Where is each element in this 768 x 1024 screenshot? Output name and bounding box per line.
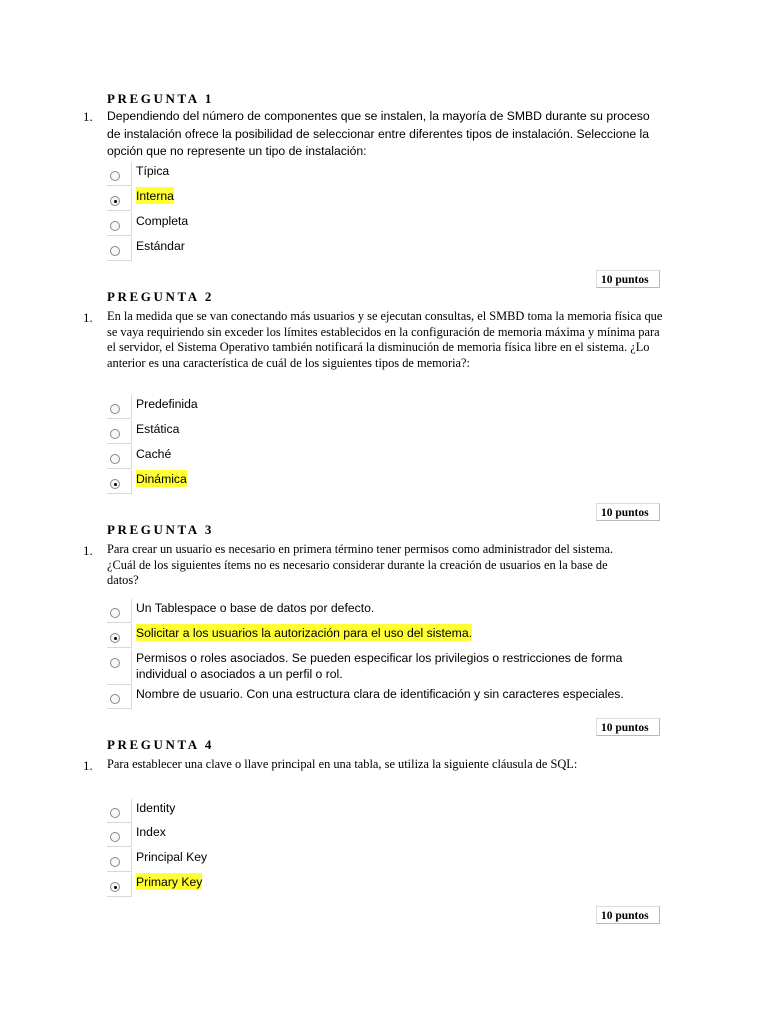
question-number: 1. <box>83 310 93 325</box>
option-label: Permisos o roles asociados. Se pueden especificar los privilegios o restricciones de forma individual o asociados a un perfil o rol. <box>136 651 623 681</box>
question-number: 1. <box>83 543 93 558</box>
option-predefinida[interactable] <box>107 395 687 419</box>
radio-button-selected[interactable] <box>110 882 120 892</box>
option-primary-key[interactable] <box>107 873 687 897</box>
option-label: Primary Key <box>136 875 203 889</box>
question-title: PREGUNTA 3 <box>107 522 215 537</box>
option-index[interactable] <box>107 823 687 847</box>
points-badge: 10 puntos <box>596 503 660 521</box>
radio-button[interactable] <box>110 171 120 181</box>
option-label: Solicitar a los usuarios la autorización para el uso del sistema. <box>136 626 473 640</box>
option-permisos-roles[interactable] <box>107 649 687 685</box>
points-badge: 10 puntos <box>596 270 660 288</box>
option-cache[interactable] <box>107 445 687 469</box>
points-badge: 10 puntos <box>596 718 660 736</box>
radio-button[interactable] <box>110 857 120 867</box>
option-label: Principal Key <box>136 850 208 864</box>
points-badge: 10 puntos <box>596 906 660 924</box>
option-tablespace[interactable] <box>107 599 687 623</box>
option-label: Estándar <box>136 239 185 253</box>
option-label: Index <box>136 825 166 839</box>
question-text: Para crear un usuario es necesario en primera término tener permisos como administrador del sistema. ¿Cuál de los siguientes ítems no es necesario considerar durante la creación de usuarios en la base de datos? <box>107 542 614 587</box>
option-tipica[interactable] <box>107 162 687 186</box>
question-text: Dependiendo del número de componentes que se instalen, la mayoría de SMBD durante su proceso de instalación ofrece la posibilidad de seleccionar entre diferentes tipos de instalación. Seleccione la opción que no represente un tipo de instalación: <box>107 109 650 158</box>
radio-button[interactable] <box>110 429 120 439</box>
option-estatica[interactable] <box>107 420 687 444</box>
option-label: Predefinida <box>136 397 198 411</box>
question-text: Para establecer una clave o llave principal en una tabla, se utiliza la siguiente cláusula de SQL: <box>107 757 578 771</box>
radio-button[interactable] <box>110 808 120 818</box>
option-solicitar-autorizacion[interactable] <box>107 624 687 648</box>
radio-button[interactable] <box>110 404 120 414</box>
option-label: Un Tablespace o base de datos por defecto. <box>136 601 375 615</box>
radio-button[interactable] <box>110 694 120 704</box>
option-dinamica[interactable] <box>107 470 687 494</box>
option-completa[interactable] <box>107 212 687 236</box>
radio-button-selected[interactable] <box>110 196 120 206</box>
option-label: Completa <box>136 214 189 228</box>
option-label: Interna <box>136 189 174 203</box>
option-interna[interactable] <box>107 187 687 211</box>
option-identity[interactable] <box>107 799 687 823</box>
option-nombre-usuario[interactable] <box>107 685 687 709</box>
option-estandar[interactable] <box>107 237 687 261</box>
question-number: 1. <box>83 758 93 773</box>
question-title: PREGUNTA 1 <box>107 91 215 106</box>
radio-button[interactable] <box>110 832 120 842</box>
option-label: Dinámica <box>136 472 187 486</box>
radio-button-selected[interactable] <box>110 479 120 489</box>
radio-button[interactable] <box>110 658 120 668</box>
option-label: Estática <box>136 422 180 436</box>
radio-button-selected[interactable] <box>110 633 120 643</box>
question-title: PREGUNTA 4 <box>107 737 215 752</box>
question-title: PREGUNTA 2 <box>107 289 215 304</box>
option-label: Típica <box>136 164 170 178</box>
radio-button[interactable] <box>110 221 120 231</box>
question-number: 1. <box>83 109 93 124</box>
option-label: Nombre de usuario. Con una estructura clara de identificación y sin caracteres especiales. <box>136 687 624 701</box>
question-text: En la medida que se van conectando más usuarios y se ejecutan consultas, el SMBD toma la memoria física que se vaya requiriendo sin exceder los límites establecidos en la configuración de memoria máxima y mínima para el servidor, el Sistema Operativo también notificará la disminución de memoria física libre en el sistema. ¿Lo anterior es una característica de cuál de los siguientes tipos de memoria?: <box>107 309 663 370</box>
option-label: Caché <box>136 447 172 461</box>
radio-button[interactable] <box>110 454 120 464</box>
radio-button[interactable] <box>110 246 120 256</box>
option-label: Identity <box>136 801 176 815</box>
option-principal-key[interactable] <box>107 848 687 872</box>
radio-button[interactable] <box>110 608 120 618</box>
